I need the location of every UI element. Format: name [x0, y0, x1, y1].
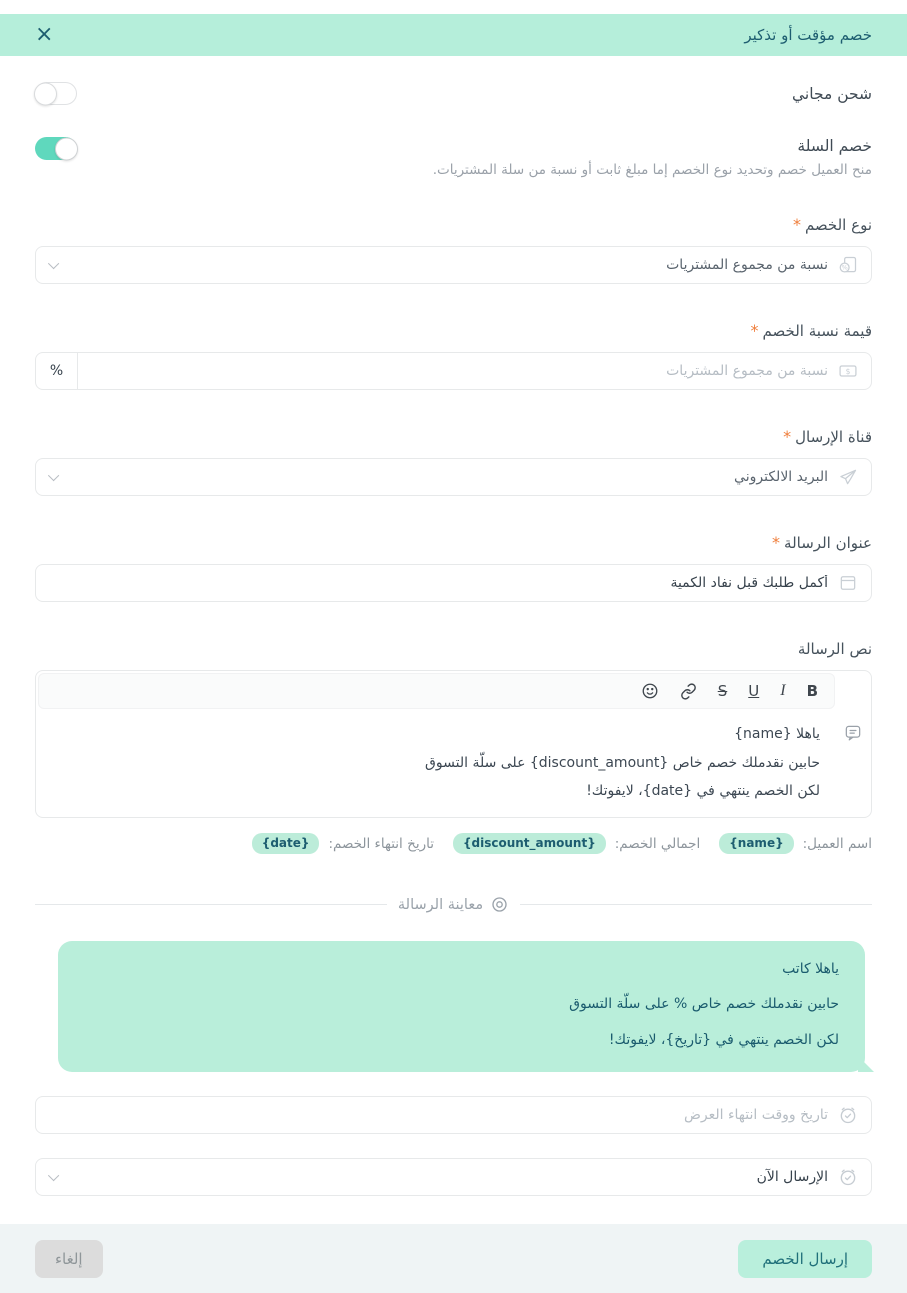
send-time-value: الإرسال الآن [756, 1169, 828, 1186]
modal-footer [0, 1224, 907, 1293]
required-asterisk: * [750, 321, 759, 340]
strikethrough-button[interactable]: S [717, 681, 728, 700]
free-shipping-toggle[interactable] [35, 82, 77, 105]
discount-type-select[interactable] [35, 246, 872, 284]
cart-discount-row [35, 137, 872, 178]
preview-line: حابين نقدملك خصم خاص % على سلّة التسوق [569, 996, 839, 1013]
toggle-knob [34, 82, 57, 105]
channel-value: البريد الالكتروني [734, 469, 828, 485]
percent-receipt-icon [838, 255, 858, 275]
message-line: ياهلا {name} [734, 726, 820, 742]
required-asterisk: * [792, 215, 801, 234]
expiry-datetime-input[interactable] [49, 1107, 828, 1123]
link-icon[interactable] [680, 683, 697, 700]
message-body-group [35, 639, 872, 854]
cart-discount-toggle[interactable] [35, 137, 77, 160]
required-asterisk: * [783, 427, 792, 446]
message-body-editor [35, 670, 872, 818]
free-shipping-row [35, 82, 872, 105]
editor-main [36, 671, 835, 817]
divider-line [520, 904, 872, 905]
toggle-knob [55, 137, 78, 160]
variables-row [35, 833, 872, 854]
message-title-group [35, 533, 872, 602]
editor-side-gutter [835, 671, 871, 817]
channel-group [35, 427, 872, 496]
message-title-input[interactable] [49, 575, 828, 591]
free-shipping-label: شحن مجاني [792, 84, 872, 103]
underline-button[interactable]: U [748, 681, 760, 700]
discount-value-group [35, 321, 872, 390]
discount-type-group [35, 215, 872, 284]
discount-type-value: نسبة من مجموع المشتريات [666, 257, 828, 273]
close-icon[interactable]: × [35, 22, 54, 47]
divider-line [35, 904, 387, 905]
variable-label: اجمالي الخصم: [614, 835, 701, 852]
discount-value-input[interactable] [88, 363, 828, 379]
paper-plane-icon [838, 467, 858, 487]
required-asterisk: * [772, 533, 781, 552]
chevron-down-icon [48, 1170, 59, 1181]
italic-button[interactable]: I [780, 682, 786, 699]
variable-label: تاريخ انتهاء الخصم: [328, 835, 434, 852]
send-time-select[interactable] [35, 1158, 872, 1196]
channel-label: قناة الإرسال [795, 428, 872, 446]
submit-discount-button[interactable]: إرسال الخصم [738, 1240, 872, 1278]
cancel-button[interactable]: إلغاء [35, 1240, 103, 1278]
discount-value-field [35, 352, 872, 390]
window-title-icon [838, 573, 858, 593]
channel-select[interactable] [35, 458, 872, 496]
chevron-down-icon [48, 470, 59, 481]
preview-divider-label: معاينة الرسالة [397, 896, 484, 913]
chevron-down-icon [48, 258, 59, 269]
variable-label: اسم العميل: [802, 835, 872, 852]
discount-value-label: قيمة نسبة الخصم [762, 322, 872, 340]
modal-title: خصم مؤقت أو تذكير [744, 26, 872, 44]
message-title-field [35, 564, 872, 602]
percent-suffix: % [36, 353, 78, 389]
bold-button[interactable]: B [806, 681, 818, 700]
alarm-clock-icon [838, 1105, 858, 1125]
emoji-icon[interactable] [641, 682, 659, 700]
discount-type-label: نوع الخصم [804, 216, 872, 234]
expiry-datetime-field [35, 1096, 872, 1134]
preview-line: ياهلا كاتب [782, 961, 839, 978]
message-body-textarea[interactable] [36, 709, 835, 817]
eye-icon [490, 895, 509, 914]
message-line: لكن الخصم ينتهي في {date}، لايفوتك! [586, 783, 820, 800]
svg-text:$: $ [845, 366, 851, 376]
preview-line: لكن الخصم ينتهي في {تاريخ}، لايفوتك! [608, 1031, 839, 1048]
modal-header [0, 14, 907, 56]
alarm-clock-icon [838, 1167, 858, 1187]
cart-discount-description: منح العميل خصم وتحديد نوع الخصم إما مبلغ ثابت أو نسبة من سلة المشتريات. [432, 162, 872, 178]
message-preview-bubble [58, 941, 865, 1072]
editor-toolbar [38, 673, 835, 709]
variable-pill-name[interactable]: {name} [719, 833, 793, 854]
cart-discount-label: خصم السلة [797, 137, 872, 155]
preview-divider [35, 895, 872, 914]
variable-pill-date[interactable]: {date} [252, 833, 320, 854]
variable-pill-discount-amount[interactable]: {discount_amount} [453, 833, 606, 854]
svg-text:%: % [841, 264, 848, 272]
comment-icon [843, 723, 863, 817]
message-title-label: عنوان الرسالة [784, 534, 872, 552]
banknote-icon [838, 361, 858, 381]
message-body-label: نص الرسالة [797, 640, 872, 658]
modal-body [0, 56, 907, 1196]
message-line: حابين نقدملك خصم خاص {discount_amount} على سلّة التسوق [425, 754, 820, 771]
